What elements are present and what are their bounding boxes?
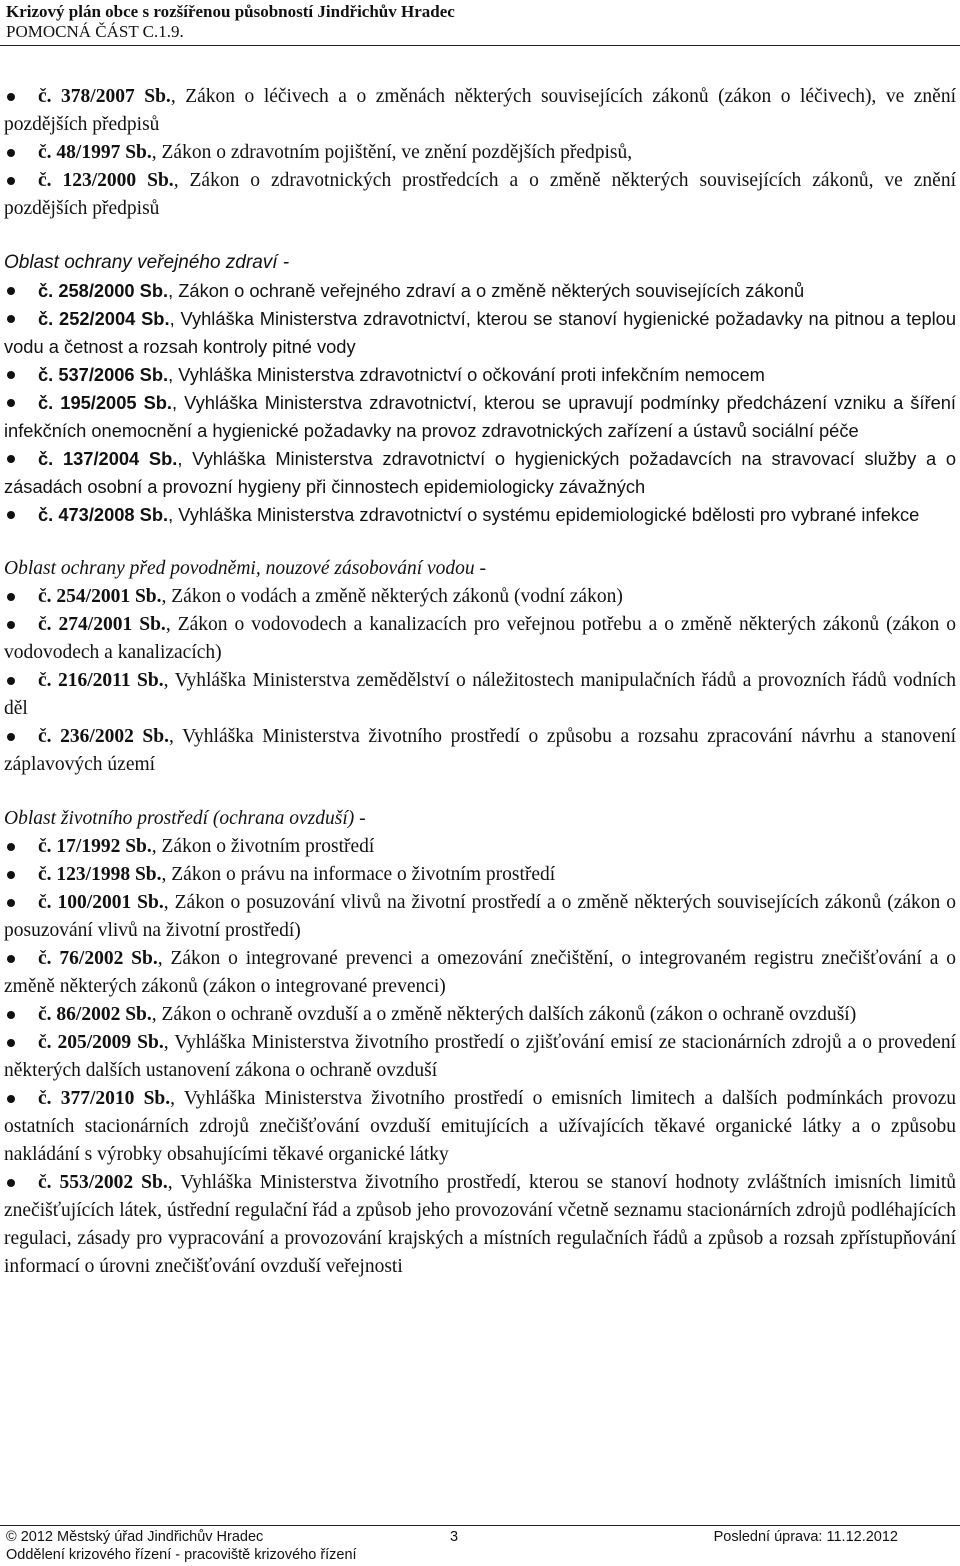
law-number: č. 48/1997 Sb. (38, 142, 152, 163)
list-item (4, 139, 956, 167)
footer-divider (0, 1525, 960, 1526)
law-number: č. 274/2001 Sb. (38, 614, 166, 635)
list-item (4, 833, 956, 861)
law-number: č. 123/1998 Sb. (38, 864, 162, 885)
legislation-list (4, 83, 956, 1281)
list-item (4, 889, 956, 945)
law-number: č. 17/1992 Sb. (38, 836, 152, 857)
law-number: č. 252/2004 Sb. (38, 308, 170, 329)
header-divider (0, 45, 960, 46)
law-description: , Vyhláška Ministerstva zdravotnictví o očkování proti infekčním nemocem (168, 364, 765, 385)
list-item (4, 389, 956, 445)
law-number: č. 205/2009 Sb. (38, 1032, 164, 1053)
list-item (4, 501, 956, 529)
list-item (4, 861, 956, 889)
law-description: , Vyhláška Ministerstva zdravotnictví o systému epidemiologické bdělosti pro vybrané infekce (168, 504, 920, 525)
law-description: , Vyhláška Ministerstva zdravotnictví, kterou se stanoví hygienické požadavky na pitnou a teplou vodu a četnost a rozsah kontroly pitné vody (4, 308, 957, 357)
law-number: č. 378/2007 Sb. (38, 86, 171, 107)
legislation-section (4, 555, 956, 779)
list-item (4, 723, 956, 779)
law-description: , Vyhláška Ministerstva zemědělství o náležitostech manipulačních řádů a provozních řádů vodních děl (4, 670, 957, 719)
law-description: , Vyhláška Ministerstva životního prostředí o způsobu a rozsahu zpracování návrhu a stanovení záplavových území (4, 726, 956, 775)
law-description: , Vyhláška Ministerstva životního prostředí o zjišťování emisí ze stacionárních zdrojů a o provedení některých dalších ustanovení zákona o ochraně ovzduší (4, 1032, 957, 1081)
legislation-section (4, 805, 956, 1281)
footer-last-update: Poslední úprava: 11.12.2012 (713, 1529, 898, 1545)
section-heading: Oblast ochrany veřejného zdraví - (4, 252, 290, 273)
list-item (4, 305, 956, 361)
law-number: č. 258/2000 Sb. (38, 280, 169, 301)
list-item (4, 445, 956, 501)
law-description: , Zákon o právu na informace o životním prostředí (161, 864, 556, 885)
legislation-section (4, 83, 956, 223)
law-number: č. 137/2004 Sb. (38, 448, 178, 469)
law-number: č. 377/2010 Sb. (38, 1088, 171, 1109)
legislation-section (4, 249, 956, 529)
law-description: , Vyhláška Ministerstva životního prostředí o emisních limitech a dalších podmínkách provozu ostatních stacionárních zdrojů znečišťování ovzduší emitujících a užívajících těkavé organické látky a o způsobu nakládání s výrobky obsahujícími těkavé organické látky (4, 1088, 956, 1165)
footer-department: Oddělení krizového řízení - pracoviště krizového řízení (6, 1547, 357, 1563)
list-item (4, 83, 956, 139)
section-heading: Oblast životního prostředí (ochrana ovzduší) - (4, 808, 366, 829)
page-footer (6, 1528, 956, 1564)
law-description: , Zákon o léčivech a o změnách některých souvisejících zákonů (zákon o léčivech), ve znění pozdějších předpisů (4, 86, 956, 135)
list-item (4, 945, 956, 1001)
law-description: , Zákon o vodách a změně některých zákonů (vodní zákon) (161, 586, 623, 607)
list-item (4, 583, 956, 611)
footer-copyright: © 2012 Městský úřad Jindřichův Hradec (6, 1529, 264, 1545)
law-number: č. 236/2002 Sb. (38, 726, 169, 747)
list-item (4, 611, 956, 667)
list-item (4, 361, 956, 389)
law-description: , Zákon o životním prostředí (151, 836, 375, 857)
list-item (4, 1001, 956, 1029)
section-heading: Oblast ochrany před povodněmi, nouzové zásobování vodou - (4, 558, 487, 579)
law-description: , Zákon o ochraně ovzduší a o změně některých dalších zákonů (zákon o ochraně ovzduší) (151, 1004, 857, 1025)
list-item (4, 277, 956, 305)
page-number: 3 (450, 1529, 459, 1545)
law-number: č. 553/2002 Sb. (38, 1172, 168, 1193)
document-subtitle: POMOCNÁ ČÁST C.1.9. (6, 22, 184, 41)
law-description: , Zákon o zdravotním pojištění, ve znění pozdějších předpisů, (151, 142, 633, 163)
law-number: č. 76/2002 Sb. (38, 948, 158, 969)
document-title: Krizový plán obce s rozšířenou působností Jindřichův Hradec (6, 2, 455, 21)
law-description: , Zákon o posuzování vlivů na životní prostředí a o změně některých souvisejících zákonů (zákon o posuzování vlivů na životní prostředí) (4, 892, 956, 941)
law-number: č. 195/2005 Sb. (38, 392, 173, 413)
law-number: č. 254/2001 Sb. (38, 586, 162, 607)
list-item (4, 1169, 956, 1281)
law-number: č. 473/2008 Sb. (38, 504, 169, 525)
law-description: , Vyhláška Ministerstva zdravotnictví o hygienických požadavcích na stravovací služby a o zásadách osobní a provozní hygieny při činnostech epidemiologicky závažných (4, 448, 957, 497)
law-description: , Zákon o vodovodech a kanalizacích pro veřejnou potřebu a o změně některých zákonů (zákon o vodovodech a kanalizacích) (4, 614, 957, 663)
law-number: č. 100/2001 Sb. (38, 892, 164, 913)
law-description: , Zákon o zdravotnických prostředcích a o změně některých souvisejících zákonů, ve znění pozdějších předpisů (4, 170, 957, 219)
law-number: č. 537/2006 Sb. (38, 364, 169, 385)
law-description: , Vyhláška Ministerstva životního prostředí, kterou se stanoví hodnoty zvláštních imisních limitů znečišťujících látek, ústřední regulační řád a způsob jeho provozování včetně seznamu stacionárních zdrojů podléhajících regulaci, zásady pro vypracování a provozování krajských a místních regulačních řádů a způsob a rozsah zpřístupňování informací o úrovni znečišťování ovzduší veřejnosti (4, 1172, 957, 1277)
list-item (4, 1029, 956, 1085)
law-description: , Zákon o integrované prevenci a omezování znečištění, o integrovaném registru znečišťování a o změně některých zákonů (zákon o integrované prevenci) (4, 948, 956, 997)
law-description: , Zákon o ochraně veřejného zdraví a o změně některých souvisejících zákonů (168, 280, 805, 301)
list-item (4, 667, 956, 723)
law-number: č. 123/2000 Sb. (38, 170, 174, 191)
law-number: č. 86/2002 Sb. (38, 1004, 152, 1025)
list-item (4, 1085, 956, 1169)
page-header (6, 2, 455, 42)
list-item (4, 167, 956, 223)
law-number: č. 216/2011 Sb. (38, 670, 164, 691)
law-description: , Vyhláška Ministerstva zdravotnictví, kterou se upravují podmínky předcházení vzniku a šíření infekčních onemocnění a hygienické požadavky na provoz zdravotnických zařízení a ústavů sociální péče (4, 392, 957, 441)
